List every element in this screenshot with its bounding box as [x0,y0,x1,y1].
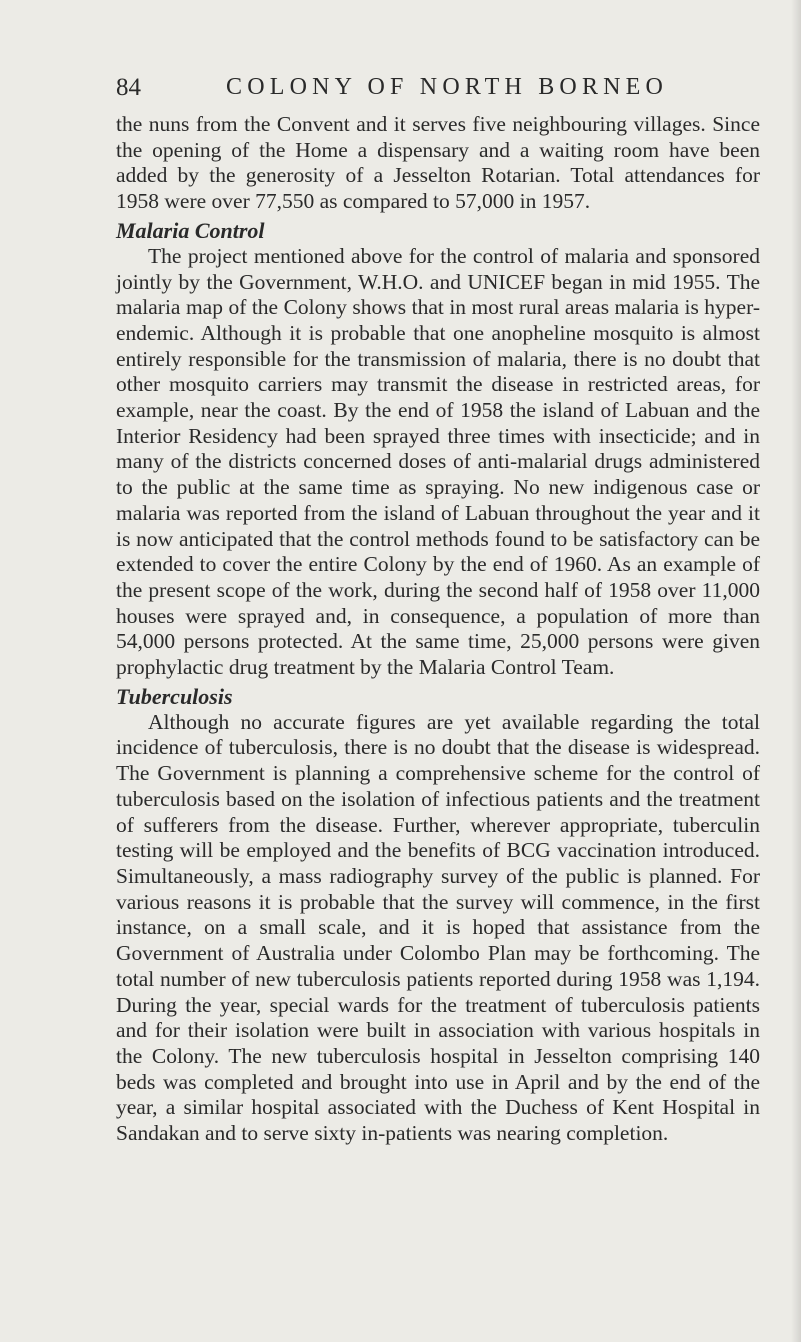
tuberculosis-paragraph: Although no accurate figures are yet available regarding the total incidence of tuberculosis, there is no doubt that the disease is widespread. The Government is planning a comprehensive scheme for the control of tuberculosis based on the isolation of infectious patients and the treatment of sufferers from the disease. Further, wherever appropriate, tuberculin testing will be employed and the benefits of BCG vaccination introduced. Simultaneously, a mass radiography survey of the public is planned. For various reasons it is probable that the survey will commence, in the first instance, on a small scale, and it is hoped that assistance from the Government of Australia under Colombo Plan may be forthcoming. The total number of new tuberculosis patients reported during 1958 was 1,194. During the year, special wards for the treatment of tuberculosis patients and for their isolation were built in association with various hospitals in the Colony. The new tuberculosis hospital in Jesselton comprising 140 beds was completed and brought into use in April and by the end of the year, a similar hospital associated with the Duchess of Kent Hospital in Sandakan and to serve sixty in-patients was nearing completion. [116,709,760,1146]
page-header [116,74,756,110]
malaria-control-paragraph: The project mentioned above for the control of malaria and sponsored jointly by the Government, W.H.O. and UNICEF began in mid 1955. The malaria map of the Colony shows that in most rural areas malaria is hyper-endemic. Although it is probable that one anopheline mosquito is almost entirely responsible for the transmission of malaria, there is no doubt that other mosquito carriers may transmit the disease in restricted areas, for example, near the coast. By the end of 1958 the island of Labuan and the Interior Residency had been sprayed three times with insecticide; and in many of the districts concerned doses of anti-malarial drugs administered to the public at the same time as spraying. No new indigenous case or malaria was reported from the island of Labuan throughout the year and it is now anticipated that the control methods found to be satisfactory can be extended to cover the entire Colony by the end of 1960. As an example of the present scope of the work, during the second half of 1958 over 11,000 houses were sprayed and, in consequence, a population of more than 54,000 persons protected. At the same time, 25,000 persons were given prophylactic drug treatment by the Malaria Control Team. [116,243,760,680]
page-number: 84 [116,74,141,101]
body-text [116,112,760,1147]
malaria-control-heading: Malaria Control [116,217,265,243]
page-edge-shadow [791,0,801,1342]
intro-paragraph: the nuns from the Convent and it serves five neighbouring villages. Since the opening of the Home a dispensary and a waiting room have been added by the generosity of a Jesselton Rotarian. Total attendances for 1958 were over 77,550 as compared to 57,000 in 1957. [116,112,760,214]
tuberculosis-heading: Tuberculosis [116,683,233,709]
running-head: COLONY OF NORTH BORNEO [226,74,669,100]
